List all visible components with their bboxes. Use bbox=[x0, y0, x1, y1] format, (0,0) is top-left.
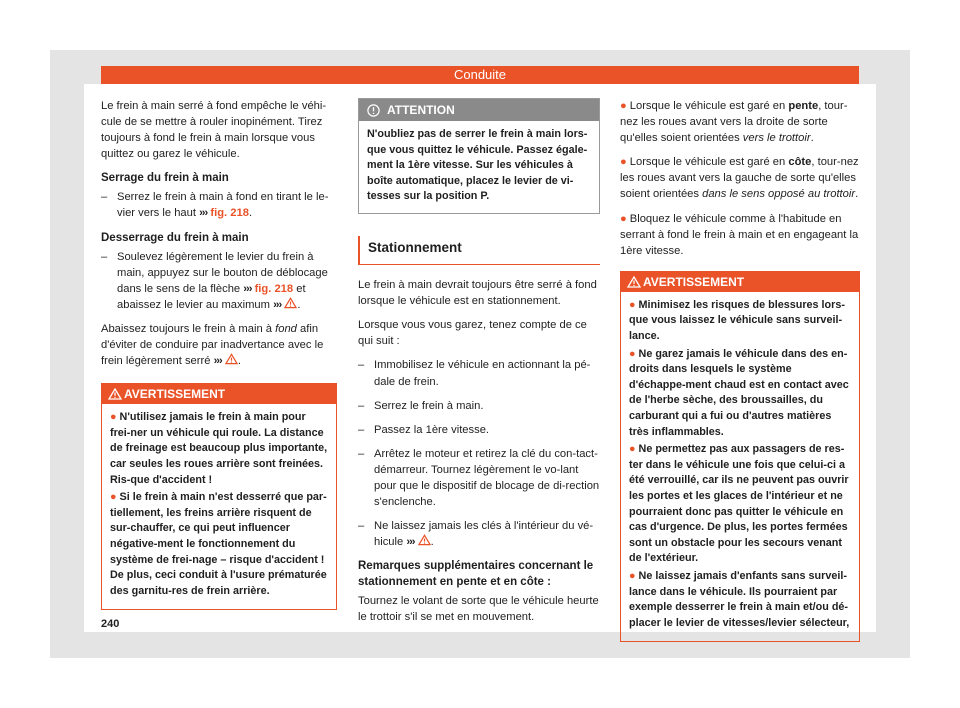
warning-item: ● Ne garez jamais le véhicule dans des en-droits dans lesquels le système d'échappe-ment chaud est en contact avec de l'herbe sèche, des broussailles, du carburant qui a fui ou d'autres matières très inflammables. bbox=[629, 347, 849, 438]
bullet-icon: ● bbox=[629, 569, 636, 582]
bullet-icon: ● bbox=[620, 156, 627, 169]
column-2 bbox=[358, 98, 600, 634]
warning-box-header: AVERTISSEMENT bbox=[621, 272, 859, 292]
slope-paragraph: Tournez le volant de sorte que le véhicule heurte le trottoir s'il se met en mouvement. bbox=[358, 595, 599, 624]
heading-applying: Serrage du frein à main bbox=[101, 172, 229, 185]
arrow-icon: ››› bbox=[273, 298, 282, 311]
bullet-icon: ● bbox=[110, 411, 117, 424]
parking-step: – Ne laissez jamais les clés à l'intérieur du vé-hicule ››› . bbox=[358, 518, 600, 550]
figure-link[interactable]: fig. 218 bbox=[210, 207, 249, 220]
arrow-icon: ››› bbox=[243, 282, 252, 295]
warning-item: ● N'utilisez jamais le frein à main pour frei-ner un véhicule qui roule. La distance de freinage est beaucoup plus importante, car seules les roues arrière sont freinées. Ris-que d'accident ! bbox=[110, 411, 328, 486]
arrow-icon: ››› bbox=[213, 355, 222, 368]
arrow-icon: ››› bbox=[199, 207, 208, 220]
attention-box-body: N'oubliez pas de serrer le frein à main lors-que vous quittez le véhicule. Passez égale-ment la 1ère vitesse. Sur les véhicules à boîte automatique, placez le levier de vi-tesses sur la position P. bbox=[367, 128, 588, 203]
column-1 bbox=[101, 98, 337, 610]
bullet-icon: ● bbox=[629, 298, 636, 311]
attention-box bbox=[358, 98, 600, 214]
chapter-header: Conduite bbox=[101, 66, 859, 84]
parking-step: – Passez la 1ère vitesse. bbox=[358, 422, 600, 438]
parking-paragraph: Le frein à main devrait toujours être serré à fond lorsque le véhicule est en stationnement. bbox=[358, 279, 597, 308]
bullet-icon: ● bbox=[629, 347, 636, 360]
warning-item: ● Ne laissez jamais d'enfants sans surveil-lance dans le véhicule. Ils pourraient par exemple desserrer le frein à main et/ou dé-placer le levier de vitesses/levier sélecteur, bbox=[629, 569, 850, 629]
warning-item: ● Ne permettez pas aux passagers de res-ter dans le véhicule une fois que celui-ci a été verrouillé, car ils ne peuvent pas ouvrir les portes et les glaces de l'intérieur et ne pourraient donc pas quitter le véhicule en cas d'urgence. De plus, les portes fermées sont un obstacle pour les secours venant de l'extérieur. bbox=[629, 443, 849, 565]
bullet-icon: ● bbox=[629, 443, 636, 456]
warning-item: ● Si le frein à main n'est desserré que par-tiellement, les freins arrière risquent de sur-chauffer, ce qui peut influencer négative-ment le fonctionnement du système de frei-nage – risque d'accident ! De plus, ceci conduit à l'usure prématurée des garnitu-res de frein arrière. bbox=[110, 491, 327, 597]
warning-triangle-icon bbox=[627, 276, 641, 288]
heading-slope: Remarques supplémentaires concernant le stationnement en pente et en côte : bbox=[358, 560, 594, 589]
info-circle-icon bbox=[367, 104, 380, 117]
warning-box bbox=[620, 271, 860, 642]
page-number: 240 bbox=[101, 618, 120, 630]
warning-item: ● Minimisez les risques de blessures lors-que vous laissez le véhicule sans surveil-lance. bbox=[629, 298, 845, 343]
warning-box bbox=[101, 383, 337, 610]
section-title: Stationnement bbox=[358, 236, 600, 265]
parking-step: – Arrêtez le moteur et retirez la clé du con-tact-démarreur. Tournez légèrement le vo-lant pour que le dispositif de blocage de di-rection s'enclenche. bbox=[358, 446, 600, 510]
heading-releasing: Desserrage du frein à main bbox=[101, 231, 249, 244]
bullet-icon: ● bbox=[620, 212, 627, 225]
step-applying: – Serrez le frein à main à fond en tirant le le-vier vers le haut ››› fig. 218. bbox=[101, 189, 337, 221]
reminder-paragraph: Abaissez toujours le frein à main à fond afin d'éviter de conduire par inadvertance avec le frein légèrement serré ››› . bbox=[101, 322, 324, 368]
parking-step: – Immobilisez le véhicule en actionnant la pé-dale de frein. bbox=[358, 357, 600, 389]
bullet-downhill: ● Lorsque le véhicule est garé en pente, tour-nez les roues avant vers la droite de sorte qu'elles soient orientées vers le trottoir. bbox=[620, 100, 848, 145]
parking-intro: Lorsque vous vous garez, tenez compte de ce qui suit : bbox=[358, 319, 587, 348]
parking-step: – Serrez le frein à main. bbox=[358, 398, 600, 414]
warning-box-body bbox=[621, 292, 859, 641]
warning-box-header: AVERTISSEMENT bbox=[102, 384, 336, 404]
column-3 bbox=[620, 98, 860, 642]
step-releasing: – Soulevez légèrement le levier du frein à main, appuyez sur le bouton de déblocage dans le sens de la flèche ››› fig. 218 et abaissez le levier au maximum ››› . bbox=[101, 249, 337, 313]
warning-triangle-icon bbox=[108, 388, 122, 400]
warning-triangle-icon[interactable] bbox=[418, 534, 431, 546]
bullet-uphill: ● Lorsque le véhicule est garé en côte, tour-nez les roues avant vers la gauche de sorte qu'elles soient orientées dans le sens opposé au trottoir. bbox=[620, 156, 859, 201]
warning-triangle-icon[interactable] bbox=[284, 297, 297, 309]
figure-link[interactable]: fig. 218 bbox=[254, 282, 294, 295]
warning-triangle-icon[interactable] bbox=[225, 353, 238, 365]
warning-box-body bbox=[102, 404, 336, 609]
bullet-icon: ● bbox=[620, 100, 627, 112]
arrow-icon: ››› bbox=[406, 536, 415, 549]
bullet-icon: ● bbox=[110, 491, 117, 504]
bullet-secure: ● Bloquez le véhicule comme à l'habitude en serrant à fond le frein à main et en engageant la 1ère vitesse. bbox=[620, 212, 859, 257]
intro-paragraph: Le frein à main serré à fond empêche le véhi-cule de se mettre à rouler inopinément. Tirez toujours à fond le frein à main lorsque vous quittez ou garez le véhicule. bbox=[101, 100, 327, 161]
attention-box-header: ATTENTION bbox=[359, 99, 599, 121]
